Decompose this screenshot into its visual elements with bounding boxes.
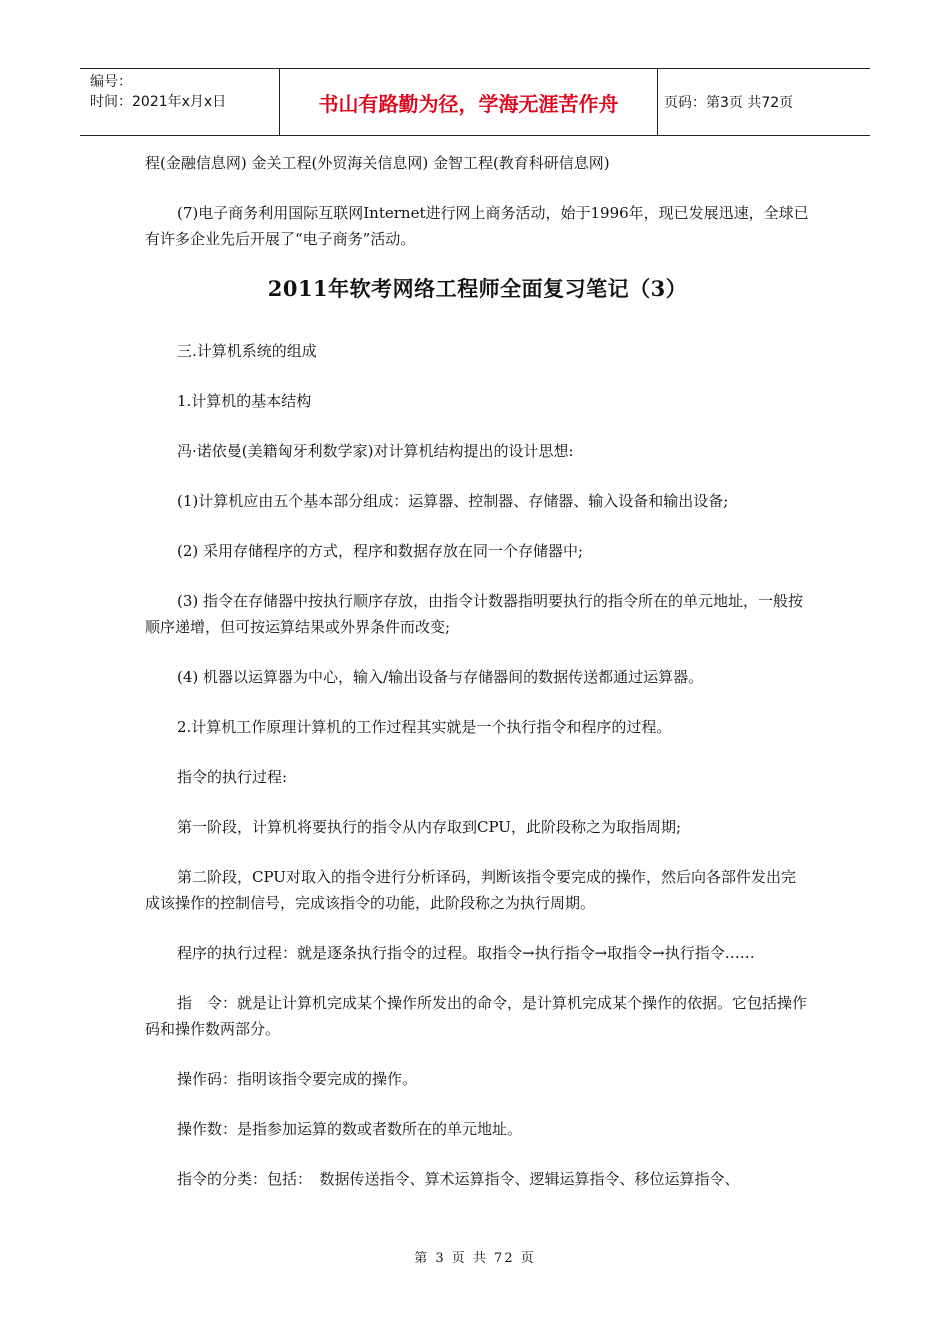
- paragraph: 操作数：是指参加运算的数或者数所在的单元地址。: [177, 1120, 523, 1138]
- paragraph: (4) 机器以运算器为中心，输入/输出设备与存储器间的数据传送都通过运算器。: [177, 668, 704, 686]
- paragraph: 第一阶段，计算机将要执行的指令从内存取到CPU，此阶段称之为取指周期;: [177, 818, 682, 836]
- header-motto: 书山有路勤为径，学海无涯苦作舟: [280, 69, 658, 135]
- paragraph: 指 令：就是让计算机完成某个操作所发出的命令，是计算机完成某个操作的依据。它包括操作码和操作数两部分。: [145, 994, 808, 1038]
- page-header: [80, 68, 870, 136]
- paragraph: 指令的分类：包括： 数据传送指令、算术运算指令、逻辑运算指令、移位运算指令、: [177, 1170, 740, 1188]
- paragraph: (1)计算机应由五个基本部分组成：运算器、控制器、存储器、输入设备和输出设备;: [177, 492, 729, 510]
- paragraph: 操作码：指明该指令要完成的操作。: [177, 1070, 418, 1088]
- paragraph: (7)电子商务利用国际互联网Internet进行网上商务活动，始于1996年，现已发展迅速，全球已有许多企业先后开展了“电子商务”活动。: [145, 204, 809, 248]
- paragraph: 程(金融信息网) 金关工程(外贸海关信息网) 金智工程(教育科研信息网): [145, 154, 610, 172]
- paragraph: 程序的执行过程：就是逐条执行指令的过程。取指令→执行指令→取指令→执行指令……: [177, 944, 755, 962]
- page-footer: 第 3 页 共 72 页: [414, 1251, 536, 1266]
- paragraph: 1.计算机的基本结构: [177, 392, 312, 410]
- paragraph: 第二阶段，CPU对取入的指令进行分析译码，判断该指令要完成的操作，然后向各部件发出完成该操作的控制信号，完成该指令的功能，此阶段称之为执行周期。: [145, 868, 796, 912]
- paragraph: (3) 指令在存储器中按执行顺序存放，由指令计数器指明要执行的指令所在的单元地址，一般按顺序递增，但可按运算结果或外界条件而改变;: [145, 592, 804, 636]
- paragraph: 冯·诺依曼(美籍匈牙利数学家)对计算机结构提出的设计思想:: [177, 442, 574, 460]
- section-title: 2011年软考网络工程师全面复习笔记（3）: [267, 276, 688, 301]
- document-body: [145, 150, 810, 1216]
- paragraph: 2.计算机工作原理计算机的工作过程其实就是一个执行指令和程序的过程。: [177, 718, 672, 736]
- header-meta: [80, 69, 280, 135]
- document-number-label: 编号：: [90, 74, 132, 90]
- document-date: 时间：2021年x月x日: [90, 94, 227, 110]
- header-page-info: 页码：第3页 共72页: [664, 95, 794, 111]
- paragraph: 指令的执行过程:: [177, 768, 288, 786]
- paragraph: 三.计算机系统的组成: [177, 342, 317, 360]
- paragraph: (2) 采用存储程序的方式，程序和数据存放在同一个存储器中;: [177, 542, 584, 560]
